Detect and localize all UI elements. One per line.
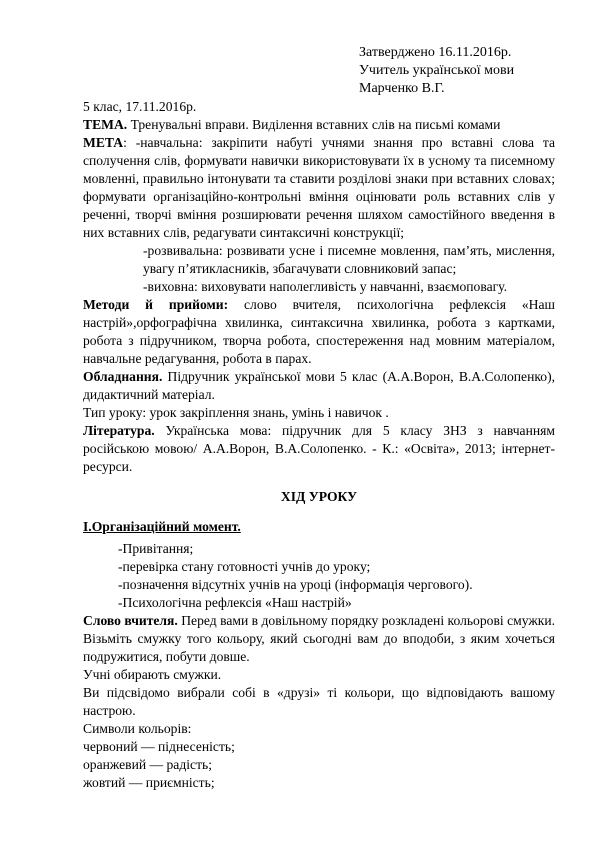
- text-line: оранжевий — радість;: [83, 757, 212, 772]
- equipment-label: Обладнання.: [83, 369, 163, 384]
- text-line: червоний — піднесеність;: [83, 739, 235, 754]
- teacher-text: Перед вами в довільному порядку розкладені кольорові смужки. Візьміть смужку того кольору, який сьогодні вам до вподоби, з яким хочеться подружитися, побути довше.: [83, 613, 555, 664]
- topic-label: ТЕМА.: [83, 117, 128, 132]
- text-line: Ви підсвідомо вибрали собі в «друзі» ті кольори, що відповідають вашому настрою.: [83, 685, 555, 718]
- document-body: [83, 98, 555, 792]
- approval-block: [359, 44, 514, 98]
- topic-text: Тренувальні вправи. Виділення вставних слів на письмі комами: [127, 117, 501, 132]
- text-line: жовтий — приємність;: [83, 775, 215, 790]
- literature-paragraph: [83, 422, 555, 476]
- teacher-label: Слово вчителя.: [83, 613, 178, 628]
- goal-text: : -навчальна: закріпити набуті учнями знання про вставні слова та сполучення слів, формувати навички використовувати їх в усному та писемному мовленні, правильно інтонувати та ставити розділові знаки при вставних словах; формувати організаційно-контрольні вміння оцінювати роль вставних слів у реченні, творчі вміння розширювати речення шляхом самостійного введення в них вставних слів, редагувати синтаксичні конструкції;: [83, 135, 555, 240]
- literature-label: Література.: [83, 423, 155, 438]
- methods-paragraph: [83, 296, 555, 368]
- text-line: Учні обирають смужки.: [83, 667, 222, 682]
- teacher-paragraph: [83, 612, 555, 666]
- topic-paragraph: [83, 116, 555, 134]
- approval-teacher-name: Марченко В.Г.: [359, 81, 445, 96]
- goal-developmental: -розвивальна: розвивати усне і писемне мовлення, пам’ять, мислення, увагу п’ятикласників, збагачувати словниковий запас;: [143, 243, 555, 276]
- methods-text: слово вчителя, психологічна рефлексія «Наш настрій»,орфографічна хвилинка, синтаксична хвилинка, робота з картками, робота з підручником, творча робота, спостереження над мовним матеріалом, навчальне редагування, робота в парах.: [83, 297, 556, 366]
- approval-date: Затверджено 16.11.2016р.: [359, 45, 512, 60]
- list-item: -позначення відсутніх учнів на уроці (інформація чергового).: [118, 577, 473, 592]
- goal-educational: -виховна: виховувати наполегливість у навчанні, взаємоповагу.: [143, 279, 508, 294]
- equipment-paragraph: [83, 368, 555, 404]
- class-date-line: 5 клас, 17.11.2016р.: [83, 99, 197, 114]
- list-item: -Привітання;: [118, 541, 194, 556]
- equipment-text: Підручник української мови 5 клас (А.А.Ворон, В.А.Солопенко), дидактичний матеріал.: [83, 369, 555, 402]
- goal-label: МЕТА: [83, 135, 124, 150]
- approval-teacher-role: Учитель української мови: [359, 63, 515, 78]
- goal-paragraph: [83, 134, 555, 242]
- list-item: -перевірка стану готовності учнів до уроку;: [118, 559, 371, 574]
- text-line: Символи кольорів:: [83, 721, 192, 736]
- lesson-heading: ХІД УРОКУ: [280, 489, 358, 504]
- literature-text: Українська мова: підручник для 5 класу ЗНЗ з навчанням російською мовою/ А.А.Ворон, В.А.Солопенко. - К.: «Освіта», 2013; інтернет-ресурси.: [83, 423, 555, 474]
- section-title: І.Організаційний момент.: [83, 519, 241, 534]
- lesson-type: Тип уроку: урок закріплення знань, умінь і навичок .: [83, 405, 389, 420]
- methods-label: Методи й прийоми:: [83, 297, 229, 312]
- list-item: -Психологічна рефлексія «Наш настрій»: [118, 595, 352, 610]
